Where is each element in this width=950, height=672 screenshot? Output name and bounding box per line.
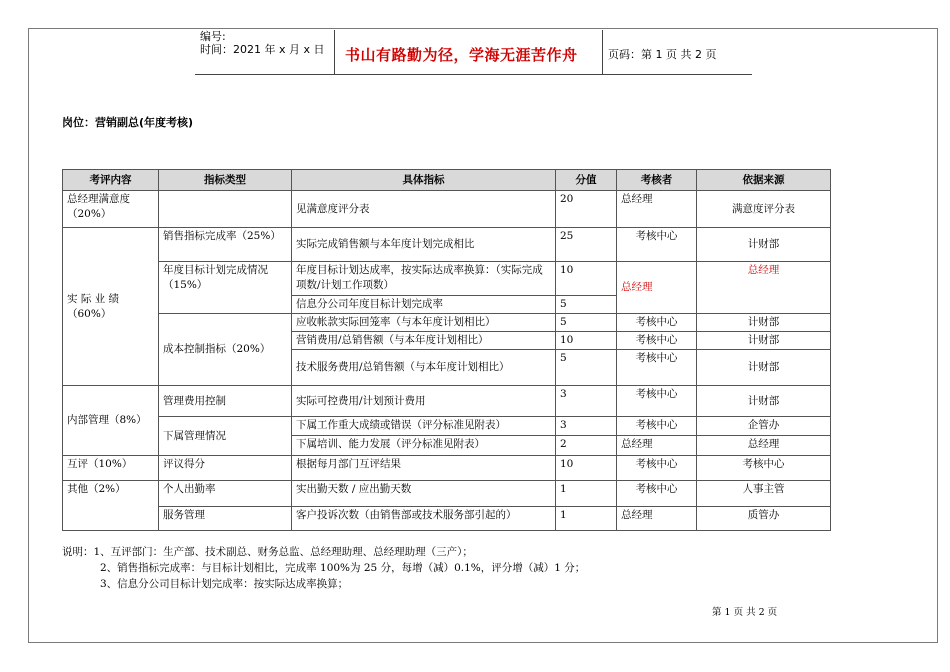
table-cell: 管理费用控制: [159, 386, 292, 417]
table-cell: 总经理: [617, 436, 697, 456]
table-cell: 总经理: [617, 262, 697, 314]
table-cell: 实际完成销售额与本年度计划完成相比: [292, 228, 556, 262]
table-cell: 下属管理情况: [159, 417, 292, 456]
table-cell: 5: [556, 350, 617, 386]
table-cell: 客户投诉次数（由销售部或技术服务部引起的）: [292, 507, 556, 531]
table-cell: 3: [556, 386, 617, 417]
table-row: [63, 456, 831, 481]
document-number: 编号:: [200, 30, 226, 43]
table-cell: 应收帐款实际回笼率（与本年度计划相比）: [292, 314, 556, 332]
document-date: 时间：2021 年 x 月 x 日: [200, 43, 325, 56]
post-title: 岗位：营销副总(年度考核): [62, 116, 194, 129]
column-header: 具体指标: [292, 170, 556, 191]
table-cell: 个人出勤率: [159, 481, 292, 507]
table-cell: 见满意度评分表: [292, 191, 556, 228]
table-cell: 2: [556, 436, 617, 456]
table-cell: 互评（10%）: [63, 456, 159, 481]
table-cell: 年度目标计划完成情况（15%）: [159, 262, 292, 314]
table-row: [63, 386, 831, 417]
table-header-row: [63, 170, 831, 191]
table-cell: 技术服务费用/总销售额（与本年度计划相比）: [292, 350, 556, 386]
table-cell: 总经理: [617, 191, 697, 228]
table-cell: 总经理满意度（20%）: [63, 191, 159, 228]
table-cell: 10: [556, 332, 617, 350]
column-header: 依据来源: [697, 170, 831, 191]
table-cell: 服务管理: [159, 507, 292, 531]
table-cell: 考核中心: [617, 456, 697, 481]
table-cell: 考核中心: [617, 481, 697, 507]
header-meta: [200, 30, 325, 56]
header-motto: 书山有路勤为径，学海无涯苦作舟: [345, 46, 578, 64]
table-cell: 计财部: [697, 314, 831, 332]
note-line: 2、销售指标完成率：与目标计划相比，完成率 100%为 25 分，每增（减）0.1%，评分增（减）1 分；: [100, 562, 586, 574]
table-cell: 1: [556, 481, 617, 507]
table-cell: 考核中心: [617, 417, 697, 436]
table-cell: 20: [556, 191, 617, 228]
table-cell: 总经理: [697, 436, 831, 456]
table-cell: 销售指标完成率（25%）: [159, 228, 292, 262]
table-cell: 考核中心: [617, 228, 697, 262]
table-cell: 下属工作重大成绩或错误（评分标准见附表）: [292, 417, 556, 436]
table-cell: 营销费用/总销售额（与本年度计划相比）: [292, 332, 556, 350]
table-cell: 总经理: [617, 507, 697, 531]
table-cell: 计财部: [697, 228, 831, 262]
table-cell: 其他（2%）: [63, 481, 159, 531]
table-cell: [159, 191, 292, 228]
table-row: [63, 507, 831, 531]
table-cell: 内部管理（8%）: [63, 386, 159, 456]
table-cell: 总经理: [697, 262, 831, 314]
table-cell: 10: [556, 456, 617, 481]
table-cell: 下属培训、能力发展（评分标准见附表）: [292, 436, 556, 456]
table-row: [63, 228, 831, 262]
page-footer: 第 1 页 共 2 页: [712, 607, 778, 618]
table-cell: 5: [556, 296, 617, 314]
column-header: 考核者: [617, 170, 697, 191]
table-cell: 考核中心: [697, 456, 831, 481]
table-cell: 考核中心: [617, 314, 697, 332]
table-cell: 根据每月部门互评结果: [292, 456, 556, 481]
table-cell: 质管办: [697, 507, 831, 531]
table-row: [63, 191, 831, 228]
table-cell: 25: [556, 228, 617, 262]
table-cell: 评议得分: [159, 456, 292, 481]
table-cell: 5: [556, 314, 617, 332]
header-page-number: 页码：第 1 页 共 2 页: [608, 48, 717, 61]
column-header: 分值: [556, 170, 617, 191]
table-cell: 实 际 业 绩（60%）: [63, 228, 159, 386]
assessment-table: [62, 169, 831, 531]
note-line: 说明：1、互评部门：生产部、技术副总、财务总监、总经理助理、总经理助理（三产）；: [62, 546, 473, 558]
table-row: [63, 262, 831, 296]
column-header: 考评内容: [63, 170, 159, 191]
table-cell: 信息分公司年度目标计划完成率: [292, 296, 556, 314]
table-row: [63, 314, 831, 332]
table-cell: 成本控制指标（20%）: [159, 314, 292, 386]
table-cell: 计财部: [697, 350, 831, 386]
table-cell: 计财部: [697, 386, 831, 417]
table-cell: 企管办: [697, 417, 831, 436]
table-cell: 考核中心: [617, 350, 697, 386]
table-row: [63, 481, 831, 507]
table-cell: 10: [556, 262, 617, 296]
table-cell: 1: [556, 507, 617, 531]
table-cell: 实际可控费用/计划预计费用: [292, 386, 556, 417]
header-divider-right: [602, 30, 603, 74]
notes: [62, 544, 585, 592]
header-divider-left: [334, 30, 335, 74]
column-header: 指标类型: [159, 170, 292, 191]
table-cell: 满意度评分表: [697, 191, 831, 228]
table-cell: 实出勤天数 / 应出勤天数: [292, 481, 556, 507]
table-cell: 人事主管: [697, 481, 831, 507]
table-row: [63, 417, 831, 436]
table-cell: 年度目标计划达成率，按实际达成率换算：（实际完成项数/计划工作项数）: [292, 262, 556, 296]
table-cell: 考核中心: [617, 332, 697, 350]
header-rule: [195, 74, 752, 75]
note-line: 3、信息分公司目标计划完成率：按实际达成率换算；: [100, 578, 349, 590]
table-cell: 3: [556, 417, 617, 436]
table-cell: 计财部: [697, 332, 831, 350]
table-cell: 考核中心: [617, 386, 697, 417]
